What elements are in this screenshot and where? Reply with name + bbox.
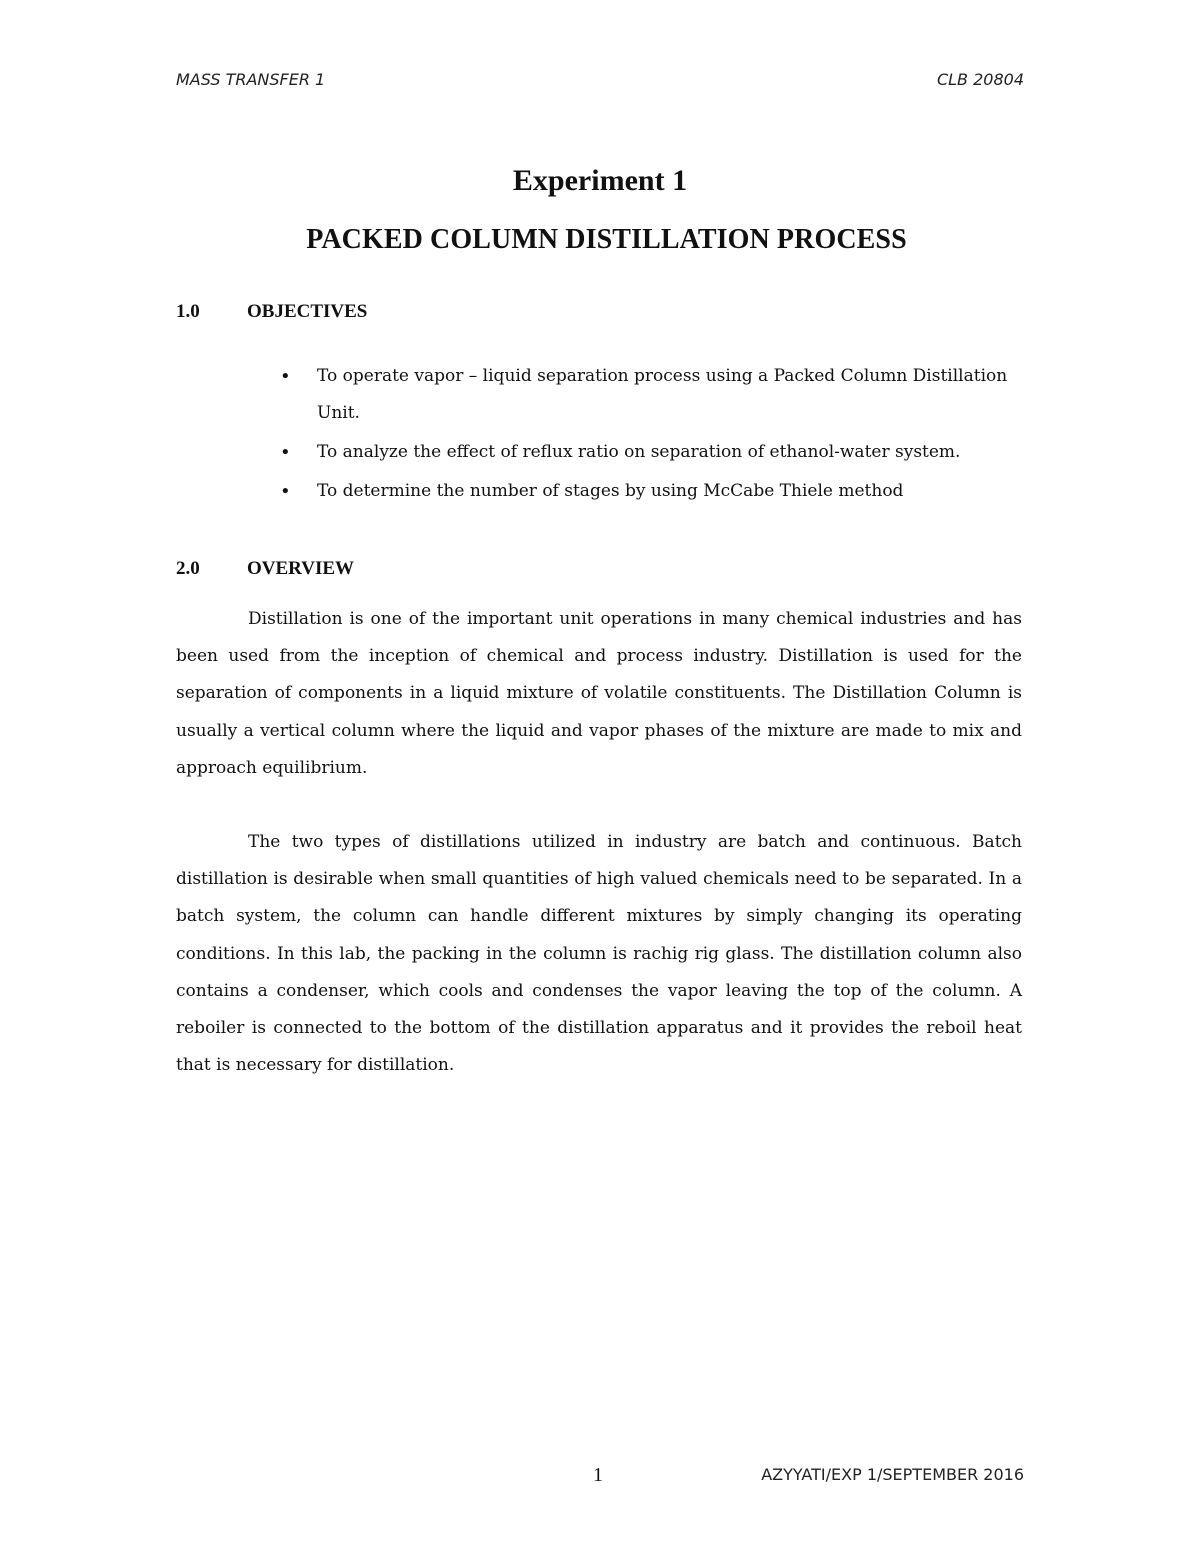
footer-author-date: AZYYATI/EXP 1/SEPTEMBER 2016 [761, 1465, 1024, 1484]
section-heading-objectives [176, 301, 367, 323]
bullet-icon: • [280, 366, 291, 387]
section-number: 2.0 [176, 558, 200, 579]
running-header [176, 70, 1024, 92]
header-course-name: MASS TRANSFER 1 [176, 70, 326, 89]
list-item [280, 473, 1025, 510]
objectives-list [280, 358, 1025, 512]
section-title: OBJECTIVES [247, 301, 368, 322]
list-item [280, 358, 1025, 432]
header-course-code: CLB 20804 [936, 70, 1024, 89]
overview-paragraph-2: The two types of distillations utilized in industry are batch and continuous. Batch distillation is desirable when small quantities of high valued chemicals need to be separated. In a batch system, the column can handle different mixtures by simply changing its operating conditions. In this lab, the packing in the column is rachig rig glass. The distillation column also contains a condenser, which cools and condenses the vapor leaving the top of the column. A reboiler is connected to the bottom of the distillation apparatus and it provides the reboil heat that is necessary for distillation. [176, 832, 1022, 1076]
bullet-icon: • [280, 442, 291, 463]
list-item-text: To determine the number of stages by using McCabe Thiele method [317, 481, 904, 501]
list-item-text: To analyze the effect of reflux ratio on separation of ethanol-water system. [317, 442, 961, 462]
document-title: Experiment 1 [512, 164, 688, 197]
page-number: 1 [593, 1464, 603, 1486]
section-title: OVERVIEW [247, 558, 355, 579]
bullet-icon: • [280, 481, 291, 502]
section-heading-overview [176, 558, 354, 580]
list-item [280, 434, 1025, 471]
overview-paragraph-1: Distillation is one of the important unit operations in many chemical industries and has been used from the inception of chemical and process industry. Distillation is used for the separation of components in a liquid mixture of volatile constituents. The Distillation Column is usually a vertical column where the liquid and vapor phases of the mixture are made to mix and approach equilibrium. [176, 609, 1022, 778]
list-item-text: To operate vapor – liquid separation process using a Packed Column Distillation Unit. [317, 366, 1008, 423]
document-subtitle: PACKED COLUMN DISTILLATION PROCESS [306, 224, 907, 255]
section-number: 1.0 [176, 301, 200, 322]
